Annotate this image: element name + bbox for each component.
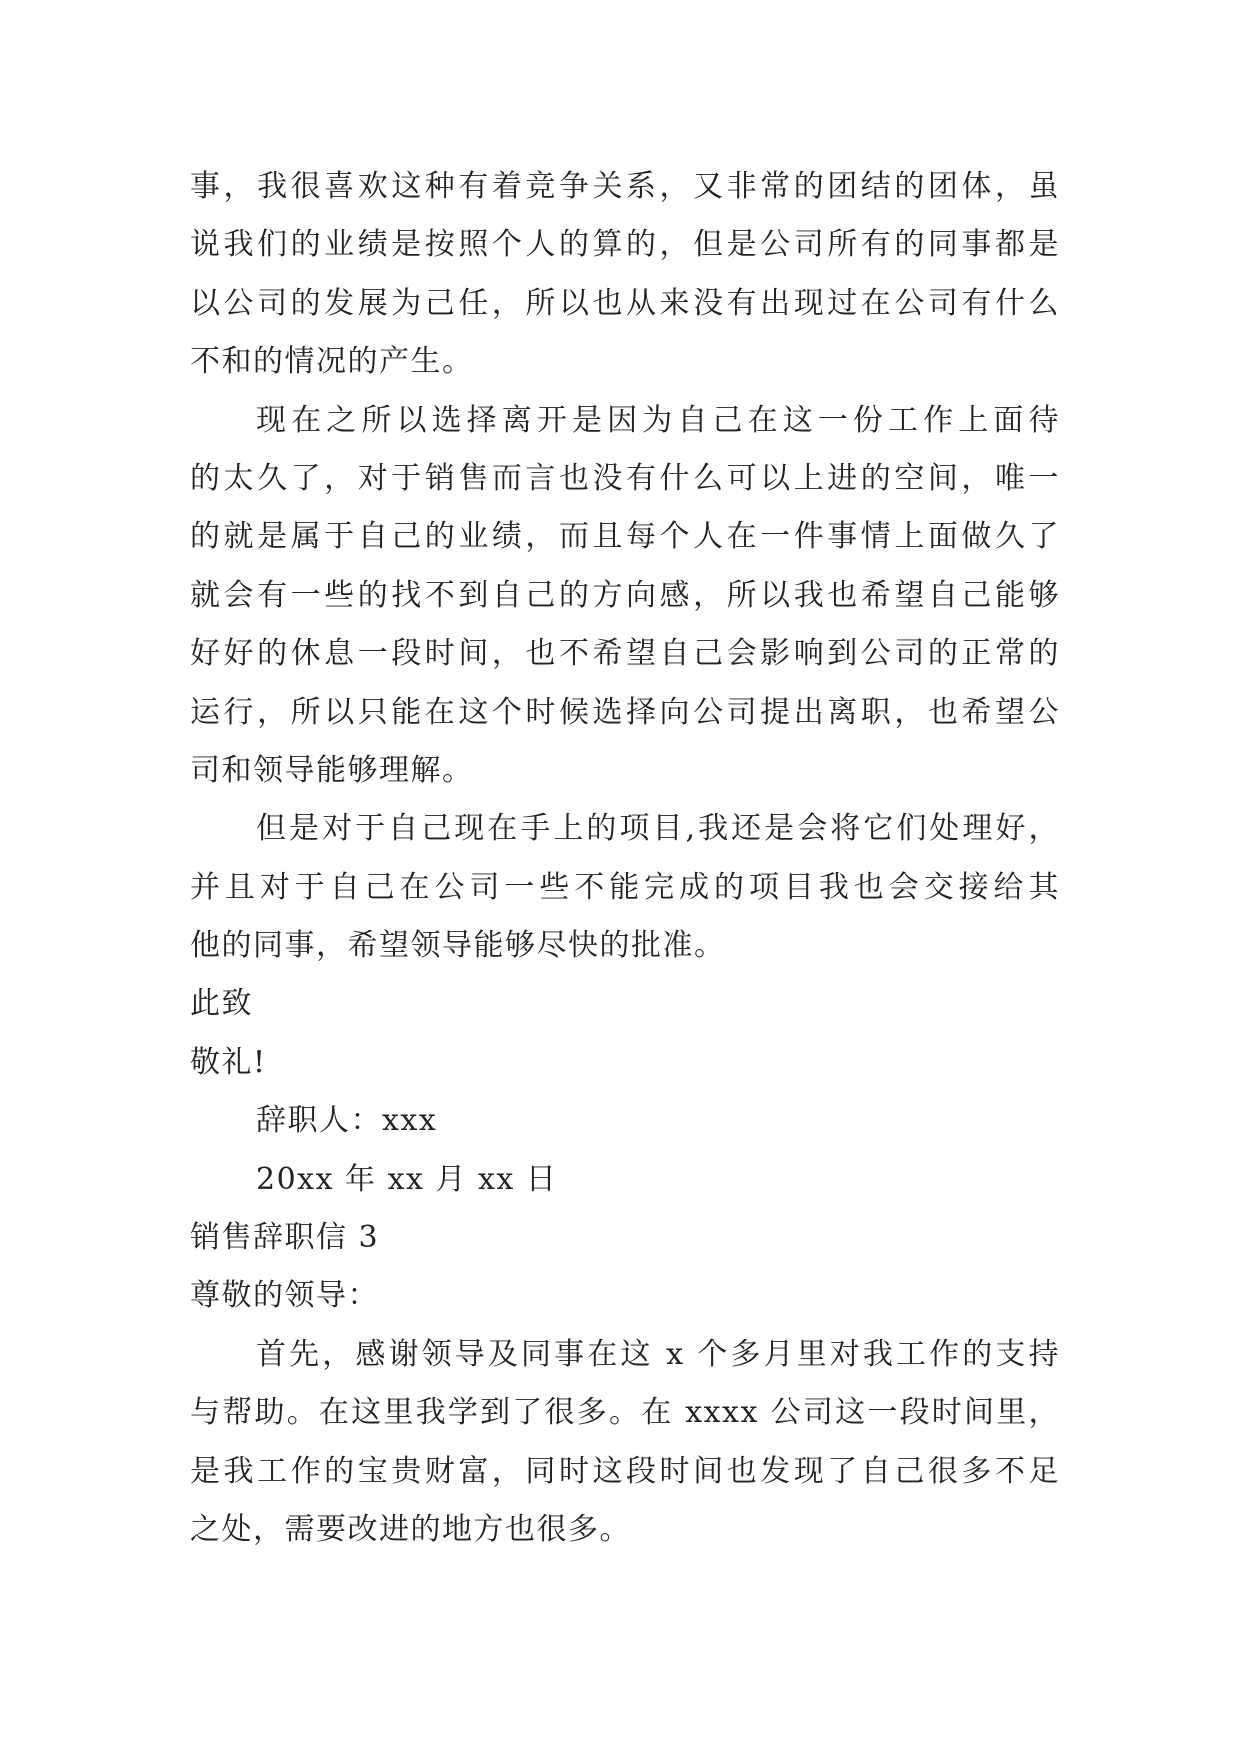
paragraph-1-line-2: 说我们的业绩是按照个人的算的，但是公司所有的同事都是 — [190, 227, 1060, 263]
paragraph-2-line-3: 的就是属于自己的业绩，而且每个人在一件事情上面做久了 — [190, 519, 1060, 555]
paragraph-3-line-3: 他的同事，希望领导能够尽快的批准。 — [190, 928, 726, 964]
paragraph-4-line-3: 是我工作的宝贵财富，同时这段时间也发现了自己很多不足 — [190, 1453, 1060, 1489]
document-body — [190, 158, 1060, 1559]
paragraph-3-line-2: 并且对于自己在公司一些不能完成的项目我也会交接给其 — [190, 869, 1060, 905]
paragraph-2-line-6: 运行，所以只能在这个时候选择向公司提出离职，也希望公 — [190, 694, 1060, 730]
salutation: 尊敬的领导： — [190, 1278, 379, 1314]
paragraph-2-line-1: 现在之所以选择离开是因为自己在这一份工作上面待 — [256, 402, 1060, 438]
paragraph-2-line-7: 司和领导能够理解。 — [190, 752, 474, 788]
paragraph-4-line-1: 首先，感谢领导及同事在这 x 个多月里对我工作的支持 — [256, 1336, 1060, 1372]
paragraph-2-line-4: 就会有一些的找不到自己的方向感，所以我也希望自己能够 — [190, 577, 1060, 613]
paragraph-2-line-2: 的太久了，对于销售而言也没有什么可以上进的空间，唯一 — [190, 460, 1060, 496]
paragraph-1-line-1: 事，我很喜欢这种有着竞争关系，又非常的团结的团体，虽 — [190, 169, 1060, 204]
closing-line-2: 敬礼! — [190, 1044, 267, 1080]
section-title: 销售辞职信 3 — [190, 1220, 380, 1256]
paragraph-4-line-4: 之处，需要改进的地方也很多。 — [190, 1511, 631, 1547]
paragraph-3-line-1: 但是对于自己现在手上的项目,我还是会将它们处理好， — [256, 811, 1060, 847]
paragraph-4-line-2: 与帮助。在这里我学到了很多。在 xxxx 公司这一段时间里， — [190, 1395, 1060, 1431]
date-line: 20xx 年 xx 月 xx 日 — [256, 1161, 558, 1197]
paragraph-1-line-4: 不和的情况的产生。 — [190, 344, 474, 380]
closing-line-1: 此致 — [190, 986, 253, 1022]
signer-line: 辞职人：xxx — [256, 1103, 438, 1139]
paragraph-2-line-5: 好好的休息一段时间，也不希望自己会影响到公司的正常的 — [190, 636, 1060, 672]
paragraph-1-line-3: 以公司的发展为己任，所以也从来没有出现过在公司有什么 — [190, 285, 1060, 321]
